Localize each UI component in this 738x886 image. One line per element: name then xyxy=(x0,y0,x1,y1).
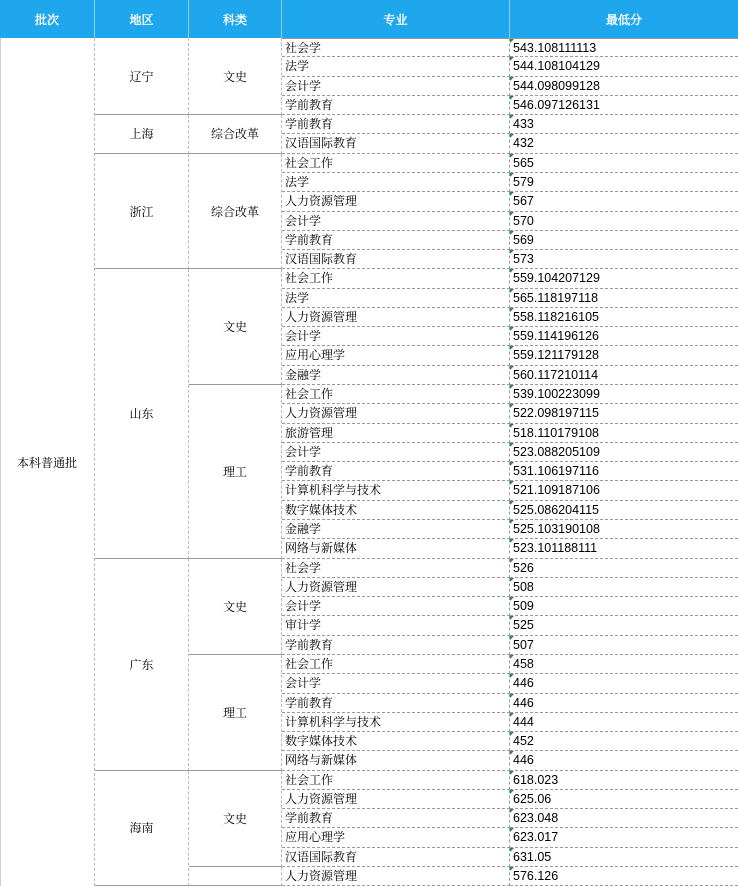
min-score-cell[interactable]: 546.097126131 xyxy=(510,96,738,115)
major-cell[interactable]: 会计学 xyxy=(282,77,510,96)
min-score-cell[interactable]: 507 xyxy=(510,636,738,655)
min-score-cell[interactable]: 560.117210114 xyxy=(510,366,738,385)
min-score-cell[interactable]: 508 xyxy=(510,578,738,597)
category-cell[interactable]: 理工 xyxy=(189,655,282,771)
header-category[interactable]: 科类 xyxy=(189,0,282,38)
major-cell[interactable]: 人力资源管理 xyxy=(282,404,510,423)
min-score-cell[interactable]: 446 xyxy=(510,751,738,770)
min-score-cell[interactable]: 432 xyxy=(510,134,738,153)
major-cell[interactable]: 会计学 xyxy=(282,443,510,462)
batch-cell[interactable]: 本科普通批 xyxy=(0,38,95,886)
min-score-cell[interactable]: 531.106197116 xyxy=(510,462,738,481)
category-cell[interactable]: 综合改革 xyxy=(189,154,282,270)
header-batch[interactable]: 批次 xyxy=(0,0,95,38)
min-score-cell[interactable]: 525.086204115 xyxy=(510,501,738,520)
major-cell[interactable]: 汉语国际教育 xyxy=(282,250,510,269)
major-cell[interactable]: 社会工作 xyxy=(282,385,510,404)
major-cell[interactable]: 应用心理学 xyxy=(282,828,510,847)
min-score-cell[interactable]: 559.104207129 xyxy=(510,269,738,288)
min-score-cell[interactable]: 446 xyxy=(510,674,738,693)
major-cell[interactable]: 网络与新媒体 xyxy=(282,539,510,558)
header-major[interactable]: 专业 xyxy=(282,0,510,38)
major-cell[interactable]: 人力资源管理 xyxy=(282,790,510,809)
min-score-cell[interactable]: 573 xyxy=(510,250,738,269)
major-cell[interactable]: 网络与新媒体 xyxy=(282,751,510,770)
min-score-cell[interactable]: 523.101188111 xyxy=(510,539,738,558)
region-cell[interactable]: 辽宁 xyxy=(95,38,189,115)
major-cell[interactable]: 金融学 xyxy=(282,366,510,385)
min-score-cell[interactable]: 458 xyxy=(510,655,738,674)
major-cell[interactable]: 计算机科学与技术 xyxy=(282,481,510,500)
major-cell[interactable]: 会计学 xyxy=(282,597,510,616)
min-score-cell[interactable]: 558.118216105 xyxy=(510,308,738,327)
region-cell[interactable]: 浙江 xyxy=(95,154,189,270)
major-cell[interactable]: 计算机科学与技术 xyxy=(282,713,510,732)
min-score-cell[interactable]: 518.110179108 xyxy=(510,424,738,443)
major-cell[interactable]: 会计学 xyxy=(282,212,510,231)
major-cell[interactable]: 学前教育 xyxy=(282,231,510,250)
min-score-cell[interactable]: 559.121179128 xyxy=(510,346,738,365)
min-score-cell[interactable]: 625.06 xyxy=(510,790,738,809)
major-cell[interactable]: 金融学 xyxy=(282,520,510,539)
major-cell[interactable]: 学前教育 xyxy=(282,115,510,134)
major-cell[interactable]: 社会工作 xyxy=(282,771,510,790)
min-score-cell[interactable]: 521.109187106 xyxy=(510,481,738,500)
min-score-cell[interactable]: 444 xyxy=(510,713,738,732)
min-score-cell[interactable]: 570 xyxy=(510,212,738,231)
min-score-cell[interactable]: 565.118197118 xyxy=(510,289,738,308)
region-cell[interactable]: 山东 xyxy=(95,269,189,558)
category-cell[interactable]: 文史 xyxy=(189,269,282,385)
major-cell[interactable]: 人力资源管理 xyxy=(282,192,510,211)
min-score-cell[interactable]: 579 xyxy=(510,173,738,192)
min-score-cell[interactable]: 565 xyxy=(510,154,738,173)
major-cell[interactable]: 人力资源管理 xyxy=(282,308,510,327)
min-score-cell[interactable]: 539.100223099 xyxy=(510,385,738,404)
region-cell[interactable]: 上海 xyxy=(95,115,189,154)
major-cell[interactable]: 法学 xyxy=(282,57,510,76)
min-score-cell[interactable]: 559.114196126 xyxy=(510,327,738,346)
min-score-cell[interactable]: 522.098197115 xyxy=(510,404,738,423)
major-cell[interactable]: 人力资源管理 xyxy=(282,578,510,597)
min-score-cell[interactable]: 623.048 xyxy=(510,809,738,828)
major-cell[interactable]: 社会工作 xyxy=(282,655,510,674)
major-cell[interactable]: 法学 xyxy=(282,289,510,308)
major-cell[interactable]: 会计学 xyxy=(282,674,510,693)
category-cell[interactable]: 文史 xyxy=(189,771,282,867)
category-cell[interactable]: 文史 xyxy=(189,559,282,655)
min-score-cell[interactable]: 452 xyxy=(510,732,738,751)
min-score-cell[interactable]: 543.108111113 xyxy=(510,38,738,57)
min-score-cell[interactable]: 525.103190108 xyxy=(510,520,738,539)
major-cell[interactable]: 汉语国际教育 xyxy=(282,134,510,153)
major-cell[interactable]: 数字媒体技术 xyxy=(282,501,510,520)
major-cell[interactable]: 会计学 xyxy=(282,327,510,346)
min-score-cell[interactable]: 525 xyxy=(510,616,738,635)
major-cell[interactable]: 社会学 xyxy=(282,559,510,578)
major-cell[interactable]: 社会工作 xyxy=(282,269,510,288)
min-score-cell[interactable]: 523.088205109 xyxy=(510,443,738,462)
region-cell[interactable]: 广东 xyxy=(95,559,189,771)
min-score-cell[interactable]: 544.108104129 xyxy=(510,57,738,76)
major-cell[interactable]: 社会学 xyxy=(282,38,510,57)
category-cell[interactable]: 文史 xyxy=(189,38,282,115)
min-score-cell[interactable]: 631.05 xyxy=(510,848,738,867)
major-cell[interactable]: 审计学 xyxy=(282,616,510,635)
category-cell[interactable]: 综合改革 xyxy=(189,115,282,154)
min-score-cell[interactable]: 576.126 xyxy=(510,867,738,886)
major-cell[interactable]: 社会工作 xyxy=(282,154,510,173)
major-cell[interactable]: 旅游管理 xyxy=(282,424,510,443)
min-score-cell[interactable]: 567 xyxy=(510,192,738,211)
major-cell[interactable]: 学前教育 xyxy=(282,96,510,115)
min-score-cell[interactable]: 544.098099128 xyxy=(510,77,738,96)
major-cell[interactable]: 应用心理学 xyxy=(282,346,510,365)
major-cell[interactable]: 数字媒体技术 xyxy=(282,732,510,751)
major-cell[interactable]: 学前教育 xyxy=(282,694,510,713)
major-cell[interactable]: 学前教育 xyxy=(282,636,510,655)
major-cell[interactable]: 法学 xyxy=(282,173,510,192)
header-min-score[interactable]: 最低分 xyxy=(510,0,738,38)
min-score-cell[interactable]: 509 xyxy=(510,597,738,616)
min-score-cell[interactable]: 433 xyxy=(510,115,738,134)
major-cell[interactable]: 人力资源管理 xyxy=(282,867,510,886)
major-cell[interactable]: 汉语国际教育 xyxy=(282,848,510,867)
min-score-cell[interactable]: 526 xyxy=(510,559,738,578)
min-score-cell[interactable]: 618.023 xyxy=(510,771,738,790)
major-cell[interactable]: 学前教育 xyxy=(282,462,510,481)
min-score-cell[interactable]: 569 xyxy=(510,231,738,250)
category-cell[interactable] xyxy=(189,867,282,886)
min-score-cell[interactable]: 446 xyxy=(510,694,738,713)
category-cell[interactable]: 理工 xyxy=(189,385,282,559)
header-region[interactable]: 地区 xyxy=(95,0,189,38)
major-cell[interactable]: 学前教育 xyxy=(282,809,510,828)
region-cell[interactable]: 海南 xyxy=(95,771,189,886)
min-score-cell[interactable]: 623.017 xyxy=(510,828,738,847)
